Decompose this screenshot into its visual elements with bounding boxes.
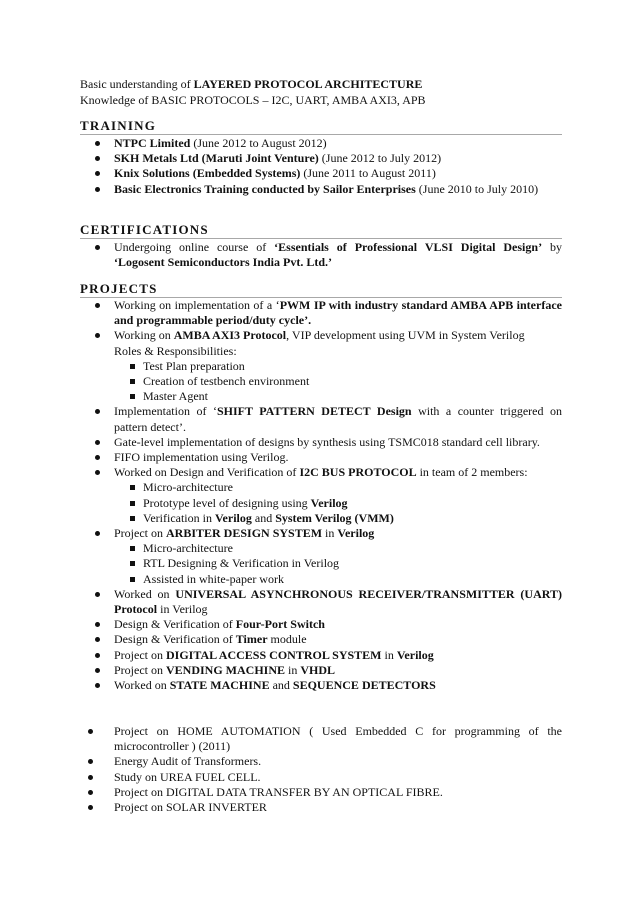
projects-list	[90, 298, 562, 693]
list-item: Worked on STATE MACHINE and SEQUENCE DETECTORS	[90, 678, 562, 693]
bullet-icon	[95, 303, 100, 308]
square-bullet-icon	[130, 379, 135, 384]
square-bullet-icon	[130, 364, 135, 369]
sub-item: Assisted in white-paper work	[128, 572, 562, 587]
bullet-icon	[88, 775, 93, 780]
bullet-icon	[95, 653, 100, 658]
bullet-icon	[95, 156, 100, 161]
bullet-icon	[88, 759, 93, 764]
square-bullet-icon	[130, 394, 135, 399]
sub-item: Micro-architecture	[128, 480, 562, 495]
certifications-heading: CERTIFICATIONS	[80, 222, 562, 239]
bullet-icon	[95, 245, 100, 250]
bullet-icon	[88, 805, 93, 810]
bullet-icon	[95, 187, 100, 192]
sub-item: Prototype level of designing using Verilog	[128, 496, 562, 511]
intro-block	[80, 77, 562, 109]
bullet-icon	[95, 668, 100, 673]
list-item: Worked on Design and Verification of I2C BUS PROTOCOL in team of 2 members: Micro-architecture Prototype level of designing using Verilog Verification in Verilog and System Verilog (VMM)	[90, 465, 562, 526]
bullet-icon	[95, 683, 100, 688]
list-item: Working on AMBA AXI3 Protocol, VIP development using UVM in System Verilog Roles & Responsibilities: Test Plan preparation Creation of testbench environment Master Agent	[90, 328, 562, 404]
bullet-icon	[95, 171, 100, 176]
sub-item: RTL Designing & Verification in Verilog	[128, 556, 562, 571]
training-heading: TRAINING	[80, 118, 562, 135]
sub-list	[114, 359, 562, 405]
sub-item: Micro-architecture	[128, 541, 562, 556]
list-item: Basic Electronics Training conducted by Sailor Enterprises (June 2010 to July 2010)	[90, 182, 562, 197]
list-item: Project on ARBITER DESIGN SYSTEM in Verilog Micro-architecture RTL Designing & Verification in Verilog Assisted in white-paper work	[90, 526, 562, 587]
list-item: NTPC Limited (June 2012 to August 2012)	[90, 136, 562, 151]
sub-list	[114, 541, 562, 587]
list-item: Project on VENDING MACHINE in VHDL	[90, 663, 562, 678]
square-bullet-icon	[130, 501, 135, 506]
bullet-icon	[95, 470, 100, 475]
list-item: Energy Audit of Transformers.	[80, 754, 562, 769]
list-item: Study on UREA FUEL CELL.	[80, 770, 562, 785]
bullet-icon	[95, 409, 100, 414]
bullet-icon	[95, 531, 100, 536]
bullet-icon	[95, 440, 100, 445]
list-item: Design & Verification of Timer module	[90, 632, 562, 647]
square-bullet-icon	[130, 577, 135, 582]
bullet-icon	[95, 622, 100, 627]
sub-item: Creation of testbench environment	[128, 374, 562, 389]
sub-item: Test Plan preparation	[128, 359, 562, 374]
sub-item: Master Agent	[128, 389, 562, 404]
list-item: Project on HOME AUTOMATION ( Used Embedded C for programming of the microcontroller ) (2011)	[80, 724, 562, 754]
training-list	[90, 136, 562, 197]
list-item: Gate-level implementation of designs by synthesis using TSMC018 standard cell library.	[90, 435, 562, 450]
list-item: SKH Metals Ltd (Maruti Joint Venture) (June 2012 to July 2012)	[90, 151, 562, 166]
list-item: Project on SOLAR INVERTER	[80, 800, 562, 815]
square-bullet-icon	[130, 516, 135, 521]
bullet-icon	[95, 592, 100, 597]
list-item: Working on implementation of a ‘PWM IP with industry standard AMBA APB interface and programmable period/duty cycle’.	[90, 298, 562, 328]
bullet-icon	[88, 729, 93, 734]
list-item: Project on DIGITAL DATA TRANSFER BY AN OPTICAL FIBRE.	[80, 785, 562, 800]
square-bullet-icon	[130, 546, 135, 551]
list-item: FIFO implementation using Verilog.	[90, 450, 562, 465]
roles-label: Roles & Responsibilities:	[114, 343, 237, 358]
list-item: Design & Verification of Four-Port Switch	[90, 617, 562, 632]
list-item: Undergoing online course of ‘Essentials of Professional VLSI Digital Design’ by ‘Logosent Semiconductors India Pvt. Ltd.’	[90, 240, 562, 270]
bullet-icon	[95, 333, 100, 338]
list-item: Project on DIGITAL ACCESS CONTROL SYSTEM in Verilog	[90, 648, 562, 663]
list-item: Implementation of ‘SHIFT PATTERN DETECT Design with a counter triggered on pattern detect’.	[90, 404, 562, 434]
bullet-icon	[95, 141, 100, 146]
bullet-icon	[95, 637, 100, 642]
bullet-icon	[88, 790, 93, 795]
sub-list	[114, 480, 562, 526]
intro-line: Knowledge of BASIC PROTOCOLS – I2C, UART, AMBA AXI3, APB	[80, 93, 426, 107]
sub-item: Verification in Verilog and System Verilog (VMM)	[128, 511, 562, 526]
bullet-icon	[95, 455, 100, 460]
square-bullet-icon	[130, 561, 135, 566]
projects-heading: PROJECTS	[80, 281, 562, 298]
list-item: Knix Solutions (Embedded Systems) (June 2011 to August 2011)	[90, 166, 562, 181]
certifications-list	[90, 240, 562, 270]
other-projects-list	[80, 724, 562, 815]
intro-line: Basic understanding of LAYERED PROTOCOL ARCHITECTURE	[80, 77, 423, 91]
list-item: Worked on UNIVERSAL ASYNCHRONOUS RECEIVER/TRANSMITTER (UART) Protocol in Verilog	[90, 587, 562, 617]
square-bullet-icon	[130, 485, 135, 490]
